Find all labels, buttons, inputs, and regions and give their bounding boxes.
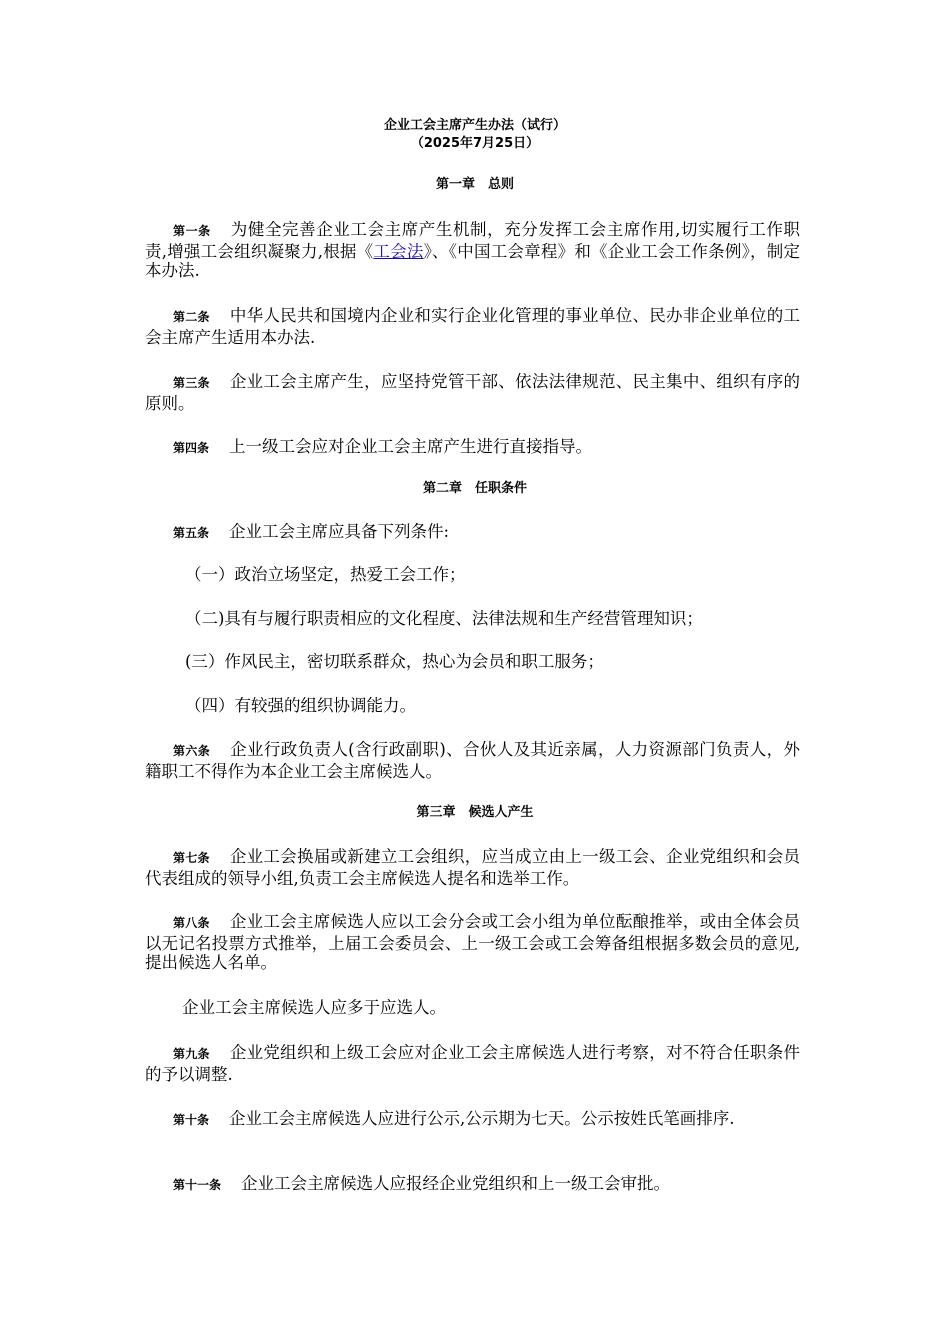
article-3-text: 企业工会主席产生，应坚持党管干部、依法法律规范、民主集中、组织有序的原则。 (145, 372, 800, 413)
article-8-label: 第八条 (173, 916, 210, 930)
article-7 (145, 847, 800, 888)
article-3-label: 第三条 (173, 376, 210, 390)
article-5-item-2: （二)具有与履行职责相应的文化程度、法律法规和生产经营管理知识； (185, 609, 703, 628)
article-5-text: 企业工会主席应具备下列条件: (229, 522, 450, 541)
article-9-label: 第九条 (173, 1047, 210, 1061)
article-2-label: 第二条 (173, 310, 210, 324)
article-10-label: 第十条 (173, 1113, 210, 1127)
article-9-text: 企业党组织和上级工会应对企业工会主席候选人进行考察，对不符合任职条件的予以调整. (145, 1043, 800, 1084)
article-6-label: 第六条 (173, 744, 211, 758)
article-8 (145, 912, 800, 973)
article-11 (145, 1174, 800, 1196)
document-date: （2025年7月25日） (410, 136, 540, 151)
document-title: 企业工会主席产生办法（试行） (383, 118, 566, 133)
article-5 (145, 522, 800, 544)
article-1-label: 第一条 (173, 224, 211, 238)
article-3 (145, 372, 800, 413)
article-1-text-b: 》、《中国工会章程》和《企业工会工作条例》，制定本办法. (145, 241, 801, 280)
chapter-3-heading: 第三章 候选人产生 (416, 805, 534, 820)
article-5-item-1: （一）政治立场坚定，热爱工会工作； (185, 565, 466, 584)
article-8-text: 企业工会主席候选人应以工会分会或工会小组为单位酝酿推举，或由全体会员以无记名投票方式推举，上届工会委员会、上一级工会或工会筹备组根据多数会员的意见,提出候选人名单。 (145, 912, 800, 972)
article-9 (145, 1043, 800, 1084)
article-1 (145, 220, 800, 281)
article-10-text: 企业工会主席候选人应进行公示,公示期为七天。公示按姓氏笔画排序. (229, 1109, 735, 1128)
article-6 (145, 740, 800, 781)
article-4 (145, 437, 800, 459)
labor-union-law-link[interactable]: 工会法 (373, 241, 424, 261)
article-4-label: 第四条 (173, 441, 210, 455)
article-2-text: 中华人民共和国境内企业和实行企业化管理的事业单位、民办非企业单位的工会主席产生适用本办法. (145, 306, 800, 347)
article-7-label: 第七条 (173, 851, 210, 865)
article-5-item-3: (三）作风民主，密切联系群众，热心为会员和职工服务； (185, 652, 604, 671)
article-7-text: 企业工会换届或新建立工会组织，应当成立由上一级工会、企业党组织和会员代表组成的领导小组,负责工会主席候选人提名和选举工作。 (145, 847, 800, 888)
article-11-label: 第十一条 (173, 1178, 222, 1192)
article-5-label: 第五条 (173, 526, 210, 540)
article-2 (145, 306, 800, 347)
article-8-extra: 企业工会主席候选人应多于应选人。 (182, 998, 446, 1017)
chapter-2-heading: 第二章 任职条件 (422, 481, 527, 496)
article-4-text: 上一级工会应对企业工会主席产生进行直接指导。 (229, 437, 593, 456)
article-11-text: 企业工会主席候选人应报经企业党组织和上一级工会审批。 (241, 1174, 671, 1193)
article-10 (145, 1109, 800, 1131)
article-6-text: 企业行政负责人(含行政副职)、合伙人及其近亲属，人力资源部门负责人，外籍职工不得作为本企业工会主席候选人。 (145, 740, 800, 781)
article-1-text-a: 为健全完善企业工会主席产生机制，充分发挥工会主席作用,切实履行工作职责,增强工会组织凝聚力,根据《 (145, 220, 800, 261)
chapter-1-heading: 第一章 总则 (435, 177, 514, 192)
article-5-item-4: （四）有较强的组织协调能力。 (185, 696, 416, 715)
